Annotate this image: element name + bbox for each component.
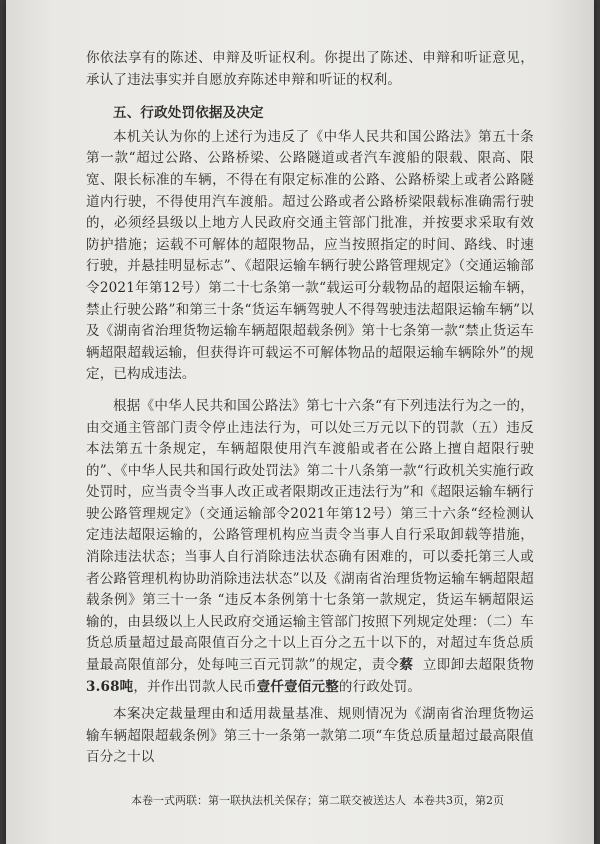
penalty-unload-text: 立即卸去超限货物 (422, 657, 534, 674)
paragraph-violation: 本机关认为你的上述行为违反了《中华人民共和国公路法》第五十条第一款“超过公路、公路桥梁、公路隧道或者汽车渡船的限载、限高、限宽、限长标准的车辆，不得在有限定标准的公路、公路桥梁上或者公路隧道内行驶，不得使用汽车渡船。超过公路或者公路桥梁限载标准确需行驶的，必须经县级以上地方人民政府交通主管部门批准，并按要求采取有效防护措施；运载不可解体的超限物品，应当按照指定的时间、路线、时速行驶，并悬挂明显标志”、《超限运输车辆行驶公路管理规定》（交通运输部令2021年第12号）第二十七条第一款“载运可分载物品的超限运输车辆，禁止行驶公路”和第三十条“货运车辆驾驶人不得驾驶违法超限运输车辆”以及《湖南省治理货物运输车辆超限超载条例》第十七条第一款“禁止货运车辆超限超载运输，但获得许可载运不可解体物品的超限运输车辆除外”的规定，已构成违法。 (86, 128, 534, 383)
footer-page-number: 本卷共3页，第2页 (413, 794, 504, 807)
page-footer (131, 792, 511, 808)
footer-copies-note: 本卷一式两联：第一联执法机关保存；第二联交被送达人 (131, 794, 406, 807)
paragraph-discretion: 本案决定裁量理由和适用裁量基准、规则情况为《湖南省治理货物运输车辆超限超载条例》第三十一条第一款第二项“车货总质量超过最高限值百分之十以 (86, 706, 534, 766)
penalty-basis-text: 根据《中华人民共和国公路法》第七十六条“有下列违法行为之一的，由交通主管部门责令停止违法行为，可以处三万元以下的罚款（五）违反本法第五十条规定，车辆超限使用汽车渡船或者在公路上擅自超限行驶的”、《中华人民共和国行政处罚法》第二十八条第一款“行政机关实施行政处罚时，应当责令当事人改正或者限期改正违法行为”和《超限运输车辆行驶公路管理规定》（交通运输部令2021年第12号）第三十六条“经检测认定违法超限运输的，公路管理机构应当责令当事人自行采取卸载等措施，消除违法状态；当事人自行消除违法状态确有困难的，可以委托第三人或者公路管理机构协助消除违法状态”以及《湖南省治理货物运输车辆超限超载条例》第三十一条 “违反本条例第十七条第一款规定，货运车辆超限运输的，由县级以上人民政府交通运输主管部门按照下列规定处理：（二）车货总质量超过最高限值百分之十以上百分之五十以下的，对超过车货总质量最高限值部分，处每吨三百元罚款”的规定，责令 (86, 397, 534, 674)
fine-amount: 壹仟壹佰元整 (256, 678, 339, 695)
document-page (6, 0, 594, 844)
paragraph-rights: 你依法享有的陈述、申辩及听证权利。你提出了陈述、申辩和听证意见，承认了违法事实并自愿放弃陈述申辩和听证的权利。 (86, 50, 534, 88)
section-heading: 五、行政处罚依据及决定 (113, 105, 264, 122)
penalty-end-text: 的行政处罚。 (338, 678, 422, 695)
party-name: 蔡 (399, 657, 414, 674)
penalty-fine-text: ，并作出罚款人民币 (133, 678, 257, 695)
overload-weight: 3.68吨 (86, 678, 134, 695)
paragraph-penalty (86, 396, 534, 698)
document-body (86, 48, 534, 769)
